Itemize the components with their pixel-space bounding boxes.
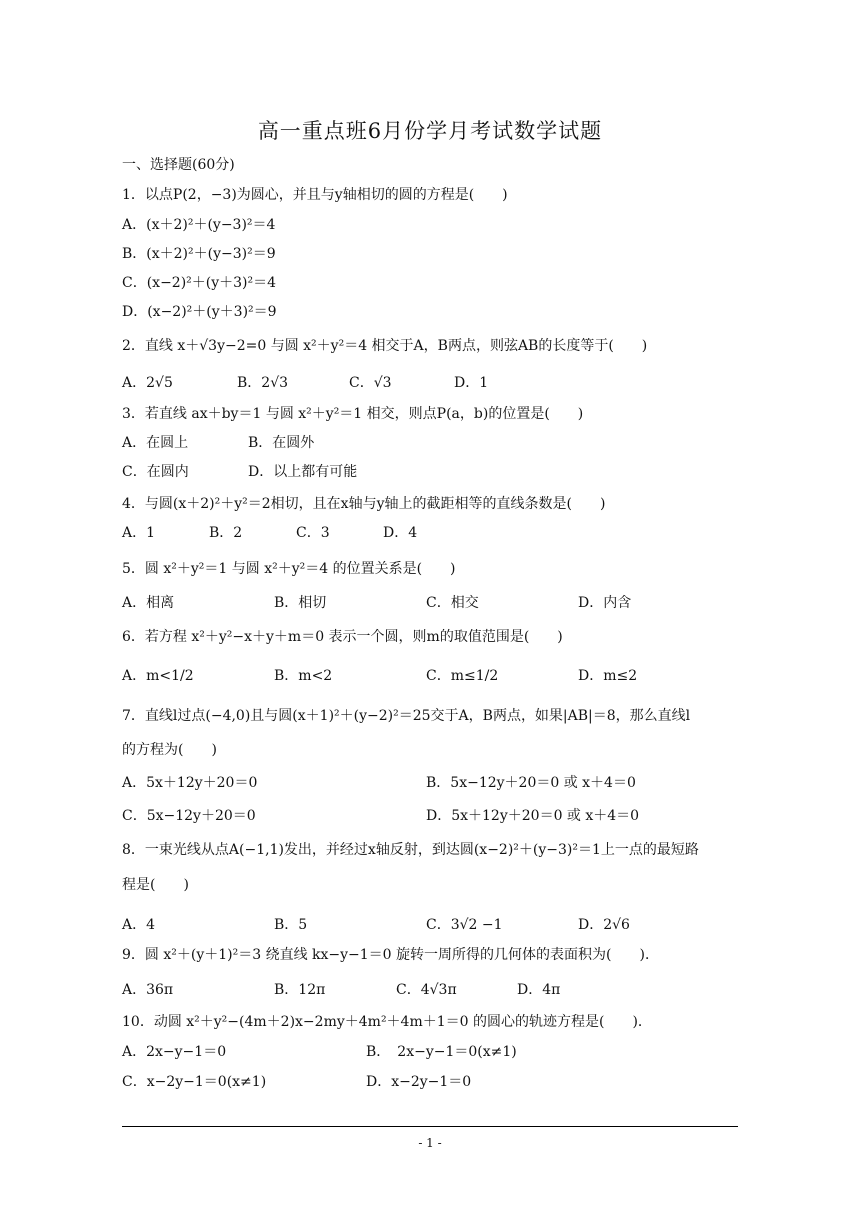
question-stem-cont: 的方程为( ) <box>122 742 217 758</box>
option-d: D．4π <box>517 982 561 998</box>
question-stem: 9．圆 x²＋(y＋1)²＝3 绕直线 kx−y−1＝0 旋转一周所得的几何体的表面积为( )． <box>122 947 659 963</box>
option-c: C．在圆内 <box>122 464 189 480</box>
question-stem-cont: 程是( ) <box>122 877 189 893</box>
option-a: A．36π <box>122 982 174 998</box>
option-c: C．3 <box>296 525 330 541</box>
option-d: D．内含 <box>578 595 632 611</box>
option-b: B．相切 <box>274 595 327 611</box>
option-b: B．(x＋2)²＋(y−3)²＝9 <box>122 246 276 262</box>
question-stem: 3．若直线 ax＋by＝1 与圆 x²＋y²＝1 相交，则点P(a，b)的位置是( ) <box>122 406 584 422</box>
option-a: A．在圆上 <box>122 435 189 451</box>
question-stem: 1．以点P(2，−3)为圆心，并且与y轴相切的圆的方程是( ) <box>122 187 508 203</box>
option-c: C．4√3π <box>396 982 457 998</box>
option-d: D．2√6 <box>578 917 630 933</box>
option-c: C．5x−12y＋20＝0 <box>122 808 256 824</box>
page-title: 高一重点班6月份学月考试数学试题 <box>257 119 603 143</box>
page-number: - 1 - <box>418 1136 442 1150</box>
option-a: A．4 <box>122 917 156 933</box>
option-a: A．2x−y−1＝0 <box>122 1044 227 1060</box>
question-stem: 4．与圆(x＋2)²＋y²＝2相切，且在x轴与y轴上的截距相等的直线条数是( ) <box>122 496 606 512</box>
option-c: C．相交 <box>426 595 479 611</box>
option-c: C．m≤1/2 <box>426 668 499 684</box>
option-a: A．1 <box>122 525 156 541</box>
option-d: D．5x＋12y＋20＝0 或 x＋4＝0 <box>426 808 640 824</box>
option-d: D．x−2y−1＝0 <box>366 1074 472 1090</box>
question-stem: 10．动圆 x²＋y²−(4m＋2)x−2my＋4m²＋4m＋1＝0 的圆心的轨迹方程是( )． <box>122 1014 652 1030</box>
question-stem: 6．若方程 x²＋y²−x＋y＋m＝0 表示一个圆，则m的取值范围是( ) <box>122 629 563 645</box>
option-b: B．12π <box>274 982 326 998</box>
question-stem: 5．圆 x²＋y²＝1 与圆 x²＋y²＝4 的位置关系是( ) <box>122 561 456 577</box>
option-b: B．在圆外 <box>248 435 315 451</box>
question-stem: 2．直线 x＋√3y−2=0 与圆 x²＋y²＝4 相交于A，B两点，则弦AB的长度等于( ) <box>122 338 648 354</box>
option-b: B．m<2 <box>274 668 333 684</box>
option-a: A．2√5 <box>122 375 173 391</box>
option-c: C．3√2 −1 <box>426 917 503 933</box>
option-d: D．以上都有可能 <box>248 464 358 480</box>
option-d: D．4 <box>383 525 418 541</box>
option-b: B．2 <box>209 525 243 541</box>
option-b: B．5 <box>274 917 308 933</box>
option-d: D．(x−2)²＋(y＋3)²＝9 <box>122 304 277 320</box>
question-stem: 7．直线l过点(−4,0)且与圆(x＋1)²＋(y−2)²＝25交于A，B两点，如果|AB|＝8，那么直线l <box>122 708 691 724</box>
section-heading: 一、选择题(60分) <box>122 157 235 173</box>
option-c: C．x−2y−1＝0(x≠1) <box>122 1074 267 1090</box>
option-b: B．2√3 <box>237 375 289 391</box>
option-a: A．m<1/2 <box>122 668 194 684</box>
option-a: A．(x＋2)²＋(y−3)²＝4 <box>122 217 276 233</box>
option-a: A．5x＋12y＋20＝0 <box>122 775 258 791</box>
option-c: C．(x−2)²＋(y＋3)²＝4 <box>122 275 277 291</box>
option-c: C．√3 <box>349 375 392 391</box>
option-d: D．1 <box>454 375 489 391</box>
question-stem: 8．一束光线从点A(−1,1)发出，并经过x轴反射，到达圆(x−2)²＋(y−3)²＝1上一点的最短路 <box>122 842 699 858</box>
footer-divider <box>122 1126 738 1127</box>
option-d: D．m≤2 <box>578 668 638 684</box>
option-a: A．相离 <box>122 595 175 611</box>
option-b: B． 2x−y−1＝0(x≠1) <box>366 1044 517 1060</box>
option-b: B．5x−12y＋20＝0 或 x＋4＝0 <box>426 775 636 791</box>
